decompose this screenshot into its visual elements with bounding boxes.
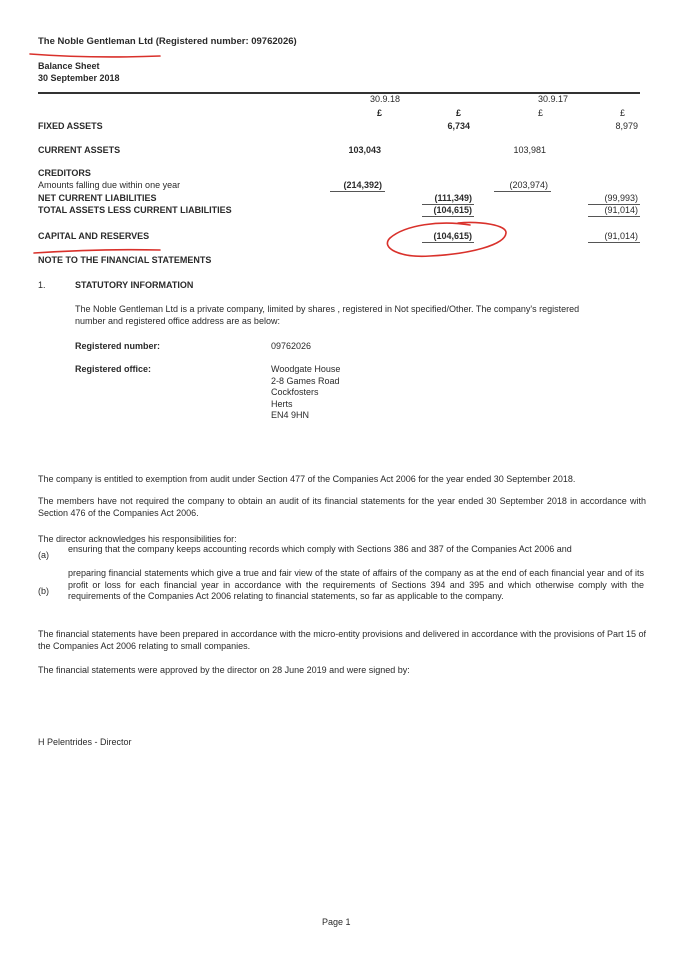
total-assets-2017: (91,014) <box>604 205 638 215</box>
underline-rule <box>422 242 474 243</box>
note-item-number: 1. <box>38 280 46 290</box>
underline-rule <box>330 191 385 192</box>
address-line: Herts <box>271 398 293 409</box>
underline-rule <box>588 216 640 217</box>
director-acknowledgement: The director acknowledges his responsibilities for: <box>38 534 237 544</box>
notes-heading: NOTE TO THE FINANCIAL STATEMENTS <box>38 255 212 265</box>
currency-symbol: £ <box>620 108 626 118</box>
currency-symbol: £ <box>456 108 462 118</box>
capital-reserves-label: CAPITAL AND RESERVES <box>38 231 150 241</box>
capital-reserves-2017: (91,014) <box>604 231 638 241</box>
amounts-due-label: Amounts falling due within one year <box>38 180 181 190</box>
address-line: Cockfosters <box>271 387 319 397</box>
col-2018-label: 30.9.18 <box>370 94 401 104</box>
amounts-due-2017: (203,974) <box>509 180 548 190</box>
fixed-assets-2017: 8,979 <box>615 121 638 131</box>
title-underline-mark <box>30 54 160 57</box>
fixed-assets-2018: 6,734 <box>447 121 470 131</box>
address-line: 2-8 Games Road <box>271 375 340 386</box>
capital-reserves-2018: (104,615) <box>433 231 472 241</box>
net-current-2017: (99,993) <box>604 193 638 203</box>
address-line: EN4 9HN <box>271 410 310 420</box>
notes-underline-mark <box>34 250 160 253</box>
item-b-text: preparing financial statements which give a true and fair view of the state of affairs of the company as at the end of each financial year and of its profit or loss for each financial year in accordance with the requirements of Sections 394 and 395 and which otherwise comply with the requirements of the Companies Act 2006 relating to financial statements, so far as applicable to the company. <box>68 568 644 601</box>
current-assets-2017: 103,981 <box>513 145 546 155</box>
item-a-text: ensuring that the company keeps accounting records which comply with Sections 386 and 387 of the Companies Act 2006 and <box>68 544 572 554</box>
net-current-2018: (111,349) <box>434 193 472 203</box>
net-current-label: NET CURRENT LIABILITIES <box>38 193 157 203</box>
currency-symbol: £ <box>538 108 544 118</box>
page-number: Page 1 <box>322 917 351 927</box>
underline-rule <box>422 216 474 217</box>
note-item-heading: STATUTORY INFORMATION <box>75 280 194 290</box>
exemption-statement: The company is entitled to exemption from audit under Section 477 of the Companies Act 2006 for the year ended 30 September 2018. <box>38 474 576 484</box>
reg-number-label: Registered number: <box>75 341 161 351</box>
amounts-due-2018: (214,392) <box>343 180 382 190</box>
item-a-marker: (a) <box>38 550 49 560</box>
underline-rule <box>588 242 640 243</box>
item-b-marker: (b) <box>38 586 49 596</box>
underline-rule <box>494 191 551 192</box>
currency-symbol: £ <box>377 108 383 118</box>
reg-office-label: Registered office: <box>75 364 152 374</box>
current-assets-2018: 103,043 <box>348 145 381 155</box>
creditors-label: CREDITORS <box>38 168 91 178</box>
fixed-assets-label: FIXED ASSETS <box>38 121 103 131</box>
reg-number-value: 09762026 <box>271 341 312 351</box>
signatory: H Pelentrides - Director <box>38 737 132 747</box>
company-title: The Noble Gentleman Ltd (Registered number: 09762026) <box>38 36 297 47</box>
current-assets-label: CURRENT ASSETS <box>38 145 121 155</box>
total-assets-2018: (104,615) <box>433 205 472 215</box>
document-date: 30 September 2018 <box>38 73 120 83</box>
document-title: Balance Sheet <box>38 61 100 71</box>
address-line: Woodgate House <box>271 364 341 374</box>
registered-address <box>271 364 340 422</box>
note-intro: The Noble Gentleman Ltd is a private company, limited by shares , registered in Not specified/Other. The company's registered number and registered office address are as below: <box>75 304 580 326</box>
micro-entity-statement: The financial statements have been prepared in accordance with the micro-entity provisions and delivered in accordance with the provisions of Part 15 of the Companies Act 2006 relating to small companies. <box>38 629 646 651</box>
approval-statement: The financial statements were approved by the director on 28 June 2019 and were signed by: <box>38 665 410 675</box>
col-2017-label: 30.9.17 <box>538 94 569 104</box>
members-statement: The members have not required the company to obtain an audit of its financial statements for the year ended 30 September 2018 in accordance with Section 476 of the Companies Act 2006. <box>38 496 646 518</box>
total-assets-label: TOTAL ASSETS LESS CURRENT LIABILITIES <box>38 205 232 215</box>
